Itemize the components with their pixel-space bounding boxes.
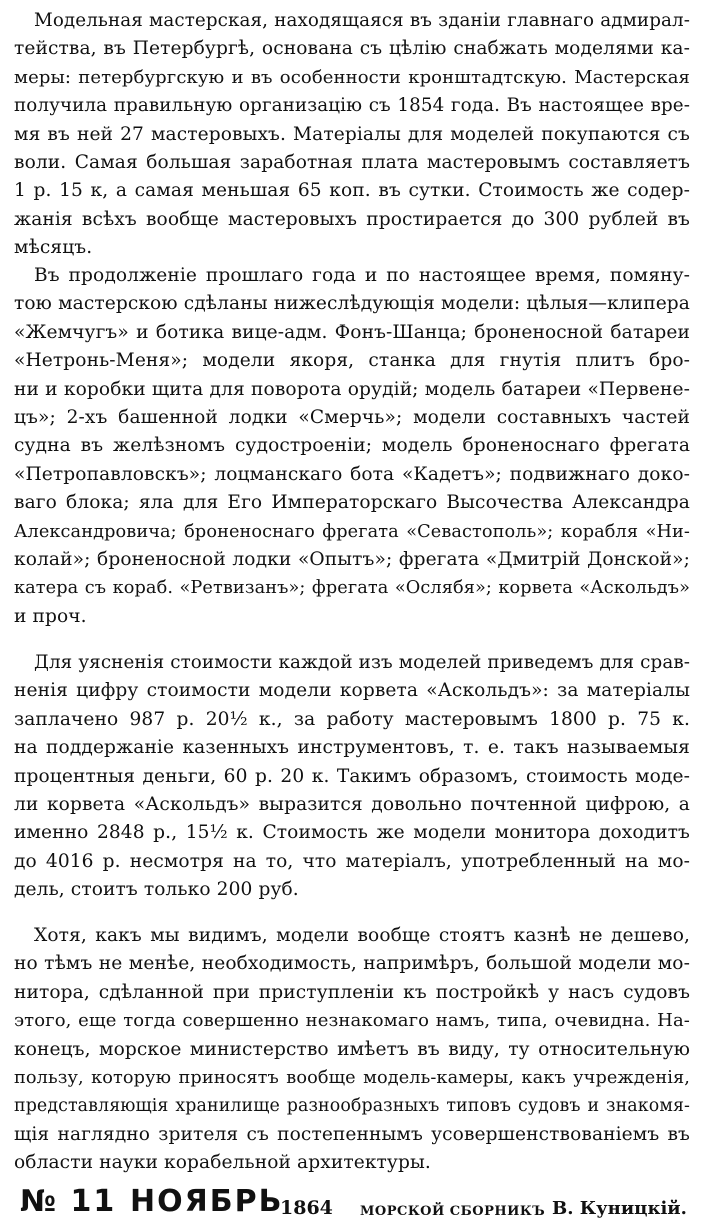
- text-line: Для уясненія стоимости каждой изъ моделей приведемъ для срав-: [34, 652, 690, 673]
- footer-month: НОЯБРЬ: [130, 1184, 284, 1219]
- footer-year: 1864: [280, 1197, 333, 1219]
- text-line: получила правильную организацію съ 1854 года. Въ настоящее вре-: [14, 95, 690, 117]
- paragraph-workshop: [14, 7, 690, 263]
- text-line: ни и коробки щита для поворота орудій; модель батареи «Первене-: [14, 378, 690, 400]
- text-line: конецъ, морское министерство имѣетъ въ виду, ту относительную: [14, 1038, 690, 1060]
- text-line: дель, стоитъ только 200 руб.: [14, 879, 299, 901]
- text-line: катера съ кораб. «Ретвизанъ»; фрегата «Ослябя»; корвета «Аскольдъ»: [14, 578, 690, 599]
- text-line: Хотя, какъ мы видимъ, модели вообще стоятъ казнѣ не дешево,: [34, 925, 690, 946]
- text-line: процентныя деньги, 60 р. 20 к. Такимъ образомъ, стоимость моде-: [14, 765, 690, 787]
- text-line: заплачено 987 р. 20½ к., за работу мастеровымъ 1800 р. 75 к.: [14, 708, 690, 730]
- text-line: «Нетронь-Меня»; модели якоря, станка для гнутія плитъ бро-: [14, 350, 690, 372]
- text-line: тейства, въ Петербургѣ, основана съ цѣлію снабжать моделями ка-: [14, 38, 690, 60]
- page-footer: [20, 1183, 686, 1219]
- text-line: «Жемчугъ» и ботика вице-адм. Фонъ-Шанца; броненосной батареи: [14, 321, 690, 343]
- text-line: области науки корабельной архитектуры.: [14, 1152, 431, 1174]
- text-line: судна въ желѣзномъ судостроеніи; модель броненоснаго фрегата: [14, 435, 690, 457]
- footer-author: В. Куницкій.: [552, 1198, 687, 1219]
- text-line: ненія цифру стоимости модели корвета «Аскольдъ»: за матеріалы: [14, 680, 690, 702]
- text-line: на поддержаніе казенныхъ инструментовъ, т. е. такъ называемыя: [14, 737, 690, 759]
- text-line: пользу, которую приносятъ вообще модель-камеры, какъ учрежденія,: [14, 1067, 690, 1088]
- footer-issue-number: № 11: [20, 1184, 117, 1219]
- text-line: щія наглядно зрителя съ постепеннымъ усовершенствованіемъ въ: [14, 1123, 690, 1145]
- text-line: и проч.: [14, 605, 87, 627]
- text-line: нитора, сдѣланной при приступленіи къ постройкѣ у насъ судовъ: [14, 981, 690, 1003]
- text-line: меры: петербургскую и въ особенности кронштадтскую. Мастерская: [14, 66, 690, 88]
- text-line: представляющія хранилище разнообразныхъ типовъ судовъ и знакомя-: [14, 1096, 690, 1117]
- text-line: Модельная мастерская, находящаяся въ зданіи главнаго адмирал-: [34, 10, 690, 31]
- text-line: но тѣмъ не менѣе, необходимость, напримѣръ, большой модели мо-: [14, 953, 690, 975]
- text-line: до 4016 р. несмотря на то, что матеріалъ, употребленный на мо-: [14, 850, 690, 872]
- paragraph-models-list: [14, 262, 690, 631]
- text-line: жанія всѣхъ вообще мастеровыхъ простирается до 300 рублей въ: [14, 208, 690, 230]
- text-line: именно 2848 р., 15½ к. Стоимость же модели монитора доходитъ: [14, 822, 690, 844]
- text-line: этого, еще тогда совершенно незнакомаго намъ, типа, очевидна. На-: [14, 1010, 690, 1032]
- text-line: воли. Самая большая заработная плата мастеровымъ составляетъ: [14, 151, 690, 173]
- footer-journal-title: МОРСКОЙ СБОРНИКЪ: [360, 1204, 546, 1219]
- text-line: 1 р. 15 к, а самая меньшая 65 коп. въ сутки. Стоимость же содер-: [14, 180, 690, 202]
- text-line: колай»; броненосной лодки «Опытъ»; фрегата «Дмитрій Донской»;: [14, 548, 690, 570]
- paragraph-conclusion: [14, 922, 690, 1178]
- text-line: Александровича; броненоснаго фрегата «Севастополь»; корабля «Ни-: [14, 521, 690, 542]
- text-line: Въ продолженіе прошлаго года и по настоящее время, помяну-: [34, 265, 690, 286]
- paragraph-cost: [14, 649, 690, 905]
- text-line: цъ»; 2-хъ башенной лодки «Смерчь»; модели составныхъ частей: [14, 406, 690, 428]
- text-line: ли корвета «Аскольдъ» выразится довольно почтенной цифрою, а: [14, 793, 690, 815]
- text-line: мя въ ней 27 мастеровыхъ. Матеріалы для моделей покупаются съ: [14, 123, 690, 145]
- text-line: тою мастерскою сдѣланы нижеслѣдующія модели: цѣлыя—клипера: [14, 293, 690, 315]
- text-line: мѣсяцъ.: [14, 237, 93, 259]
- text-line: ваго блока; яла для Его Императорскаго Высочества Александра: [14, 492, 690, 514]
- text-line: «Петропавловскъ»; лоцманскаго бота «Кадетъ»; подвижнаго доко-: [14, 463, 690, 485]
